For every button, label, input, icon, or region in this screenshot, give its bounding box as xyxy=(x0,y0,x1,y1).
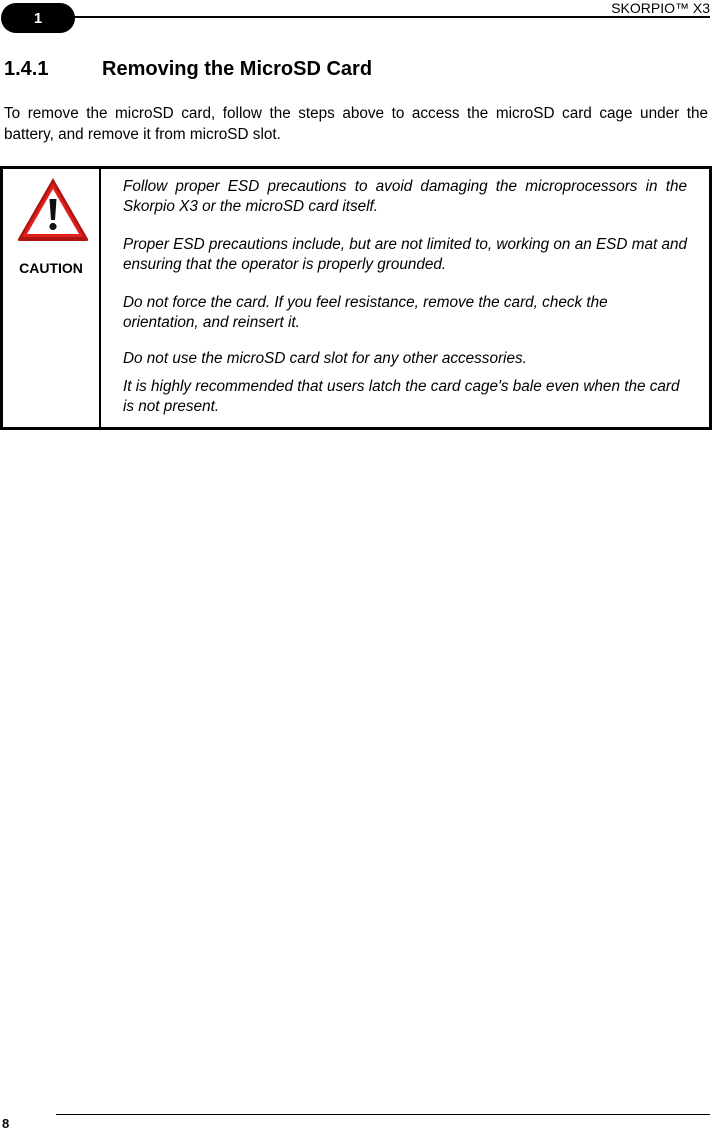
section-number: 1.4.1 xyxy=(4,58,49,80)
section-heading xyxy=(4,58,372,81)
document-title: SKORPIO™ X3 xyxy=(611,0,710,16)
caution-box xyxy=(0,166,712,430)
warning-triangle-icon xyxy=(15,175,91,243)
section-title: Removing the MicroSD Card xyxy=(102,58,373,80)
footer-rule xyxy=(56,1114,710,1115)
caution-note: Follow proper ESD precautions to avoid damaging the microprocessors in the Skorpio X3 or the microSD card itself. xyxy=(123,178,687,215)
caution-note: Proper ESD precautions include, but are not limited to, working on an ESD mat and ensuring that the operator is properly grounded. xyxy=(123,236,687,273)
caution-note: It is highly recommended that users latch the card cage's bale even when the card is not present. xyxy=(123,378,680,415)
page-number: 8 xyxy=(2,1116,10,1131)
caution-label: CAUTION xyxy=(19,260,83,276)
intro-paragraph: To remove the microSD card, follow the steps above to access the microSD card cage under the battery, and remove it from microSD slot. xyxy=(4,105,708,143)
caution-text-cell xyxy=(101,169,712,427)
chapter-number: 1 xyxy=(33,9,43,27)
caution-note: Do not use the microSD card slot for any other accessories. xyxy=(123,350,527,367)
caution-note: Do not force the card. If you feel resistance, remove the card, check the orientation, and reinsert it. xyxy=(123,294,608,331)
chapter-badge xyxy=(1,3,75,33)
caution-icon-cell xyxy=(0,169,101,427)
header-rule xyxy=(60,16,710,18)
